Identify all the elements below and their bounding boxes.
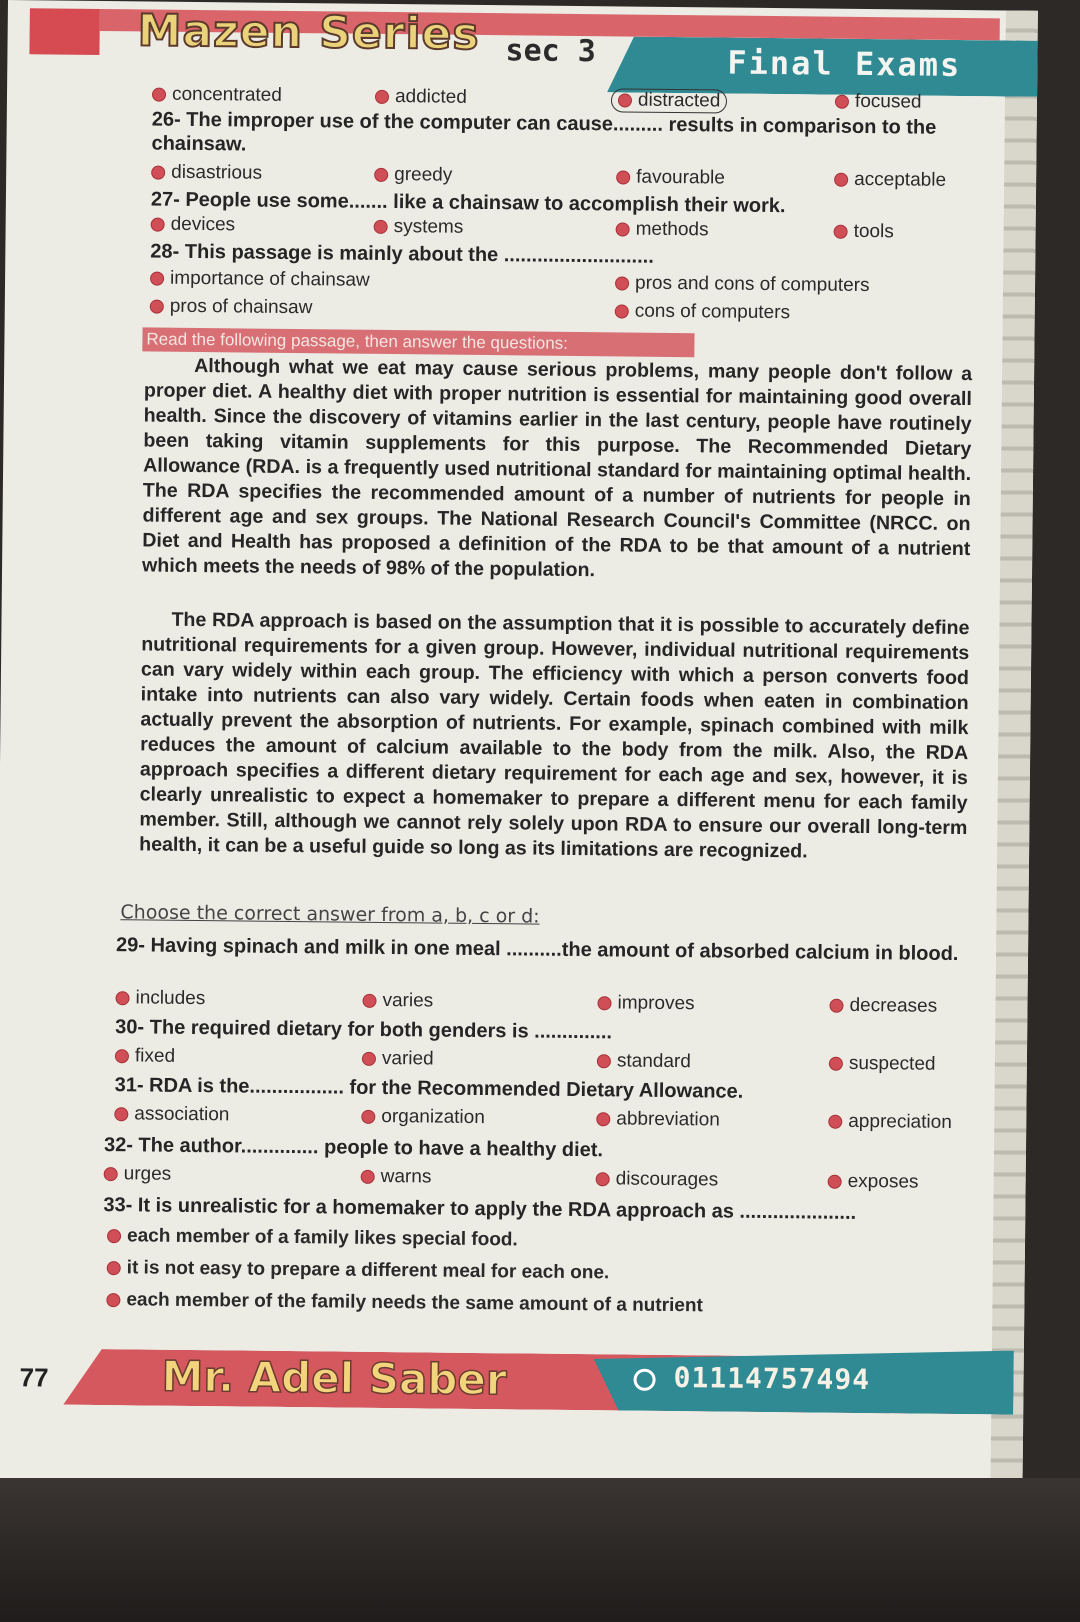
option-text: pros and cons of computers: [634, 272, 870, 297]
option-text: acceptable: [854, 168, 947, 191]
option-c[interactable]: [616, 166, 725, 189]
bullet-icon: [107, 1229, 121, 1243]
option-text: cons of computers: [634, 300, 791, 324]
option-a[interactable]: [151, 214, 236, 237]
phone-number: 01114757494: [673, 1361, 871, 1397]
question-31: 31- RDA is the................. for the Recommended Dietary Allowance.: [114, 1074, 744, 1103]
option-c[interactable]: [106, 1289, 703, 1317]
bullet-icon: [362, 994, 376, 1008]
option-b[interactable]: [362, 990, 433, 1013]
option-c[interactable]: [611, 88, 728, 113]
bullet-icon: [115, 991, 129, 1005]
option-text: importance of chainsaw: [169, 267, 370, 291]
option-a[interactable]: [150, 268, 370, 292]
option-a[interactable]: [152, 84, 282, 107]
bullet-icon: [375, 90, 389, 104]
bullet-icon: [615, 304, 629, 318]
bullet-icon: [106, 1293, 120, 1307]
bullet-icon: [597, 996, 611, 1010]
option-b[interactable]: [362, 1048, 434, 1071]
option-text: each member of a family likes special food.: [126, 1225, 518, 1251]
option-a[interactable]: [107, 1225, 518, 1251]
option-c[interactable]: [616, 218, 709, 241]
bullet-icon: [834, 225, 848, 239]
passage-paragraph-2: The RDA approach is based on the assumption that it is possible to accurately define nutritional requirements for a given group. However, individual nutritional requirements can vary widely within each group. The efficiency with which a person converts food intake into nutrients can also vary widely. Certain foods when eaten in combination actually prevent the absorption of nutrients. For example, spinach combined with milk reduces the amount of calcium available to the body from the milk. Also, the RDA approach specifies a different dietary requirement for each age and sex, however, it is clearly unrealistic to expect a homemaker to prepare a different menu for each family member. Still, although we cannot rely solely upon RDA to ensure our overall long-term health, it can be a useful guide so long as its limitations are recognized.: [139, 608, 970, 863]
question-29: 29- Having spinach and milk in one meal ..........the amount of absorbed calcium in blood.: [115, 934, 959, 966]
bullet-icon: [107, 1261, 121, 1275]
option-text: greedy: [394, 164, 453, 186]
q33-option-a-row: [0, 1224, 1025, 1259]
question-26: 26- The improper use of the computer can cause......... results in comparison to the chainsaw.: [151, 108, 937, 156]
bullet-icon: [362, 1052, 376, 1066]
option-b[interactable]: [107, 1257, 610, 1284]
option-text: suspected: [848, 1052, 936, 1075]
bullet-icon: [361, 1110, 375, 1124]
option-text: standard: [616, 1050, 691, 1073]
bullet-icon: [616, 170, 630, 184]
author-name: Mr. Adel Saber: [161, 1351, 507, 1405]
bullet-icon: [834, 173, 848, 187]
option-text: focused: [854, 90, 922, 113]
option-c[interactable]: [597, 1050, 691, 1073]
option-b[interactable]: [361, 1166, 432, 1189]
q33-option-c-row: [0, 1288, 1024, 1323]
bullet-icon: [361, 1170, 375, 1184]
question-27: 27- People use some....... like a chainsaw to accomplish their work.: [150, 188, 786, 218]
bullet-icon: [150, 272, 164, 286]
option-b[interactable]: [361, 1106, 485, 1129]
section-label: sec 3: [505, 33, 596, 70]
bullet-icon: [151, 218, 165, 232]
question-32: 32- The author.............. people to have a healthy diet.: [103, 1134, 604, 1162]
option-b[interactable]: [615, 272, 870, 297]
option-c[interactable]: [596, 1108, 720, 1131]
option-d[interactable]: [828, 1171, 919, 1194]
option-c[interactable]: [597, 992, 694, 1015]
whatsapp-icon: [633, 1369, 655, 1391]
bullet-icon: [151, 166, 165, 180]
option-d[interactable]: [829, 995, 937, 1018]
option-text: appreciation: [848, 1110, 952, 1133]
reading-instruction: Read the following passage, then answer the questions:: [142, 327, 694, 357]
bullet-icon: [374, 168, 388, 182]
bullet-icon: [829, 999, 843, 1013]
option-a[interactable]: [115, 1045, 175, 1068]
option-text: discourages: [615, 1168, 719, 1191]
q28-options-row2: [5, 294, 1035, 329]
option-d[interactable]: [834, 169, 946, 192]
option-text: it is not easy to prepare a different meal for each one.: [126, 1257, 610, 1284]
page-number: 77: [19, 1362, 49, 1393]
background-fabric: [0, 1478, 1080, 1622]
bullet-icon: [104, 1167, 118, 1181]
q32-options: [0, 1162, 1026, 1197]
option-a[interactable]: [104, 1163, 172, 1186]
option-text: varies: [382, 989, 434, 1012]
question-33: 33- It is unrealistic for a homemaker to apply the RDA approach as .....................: [103, 1194, 857, 1224]
option-c[interactable]: [596, 1168, 719, 1191]
option-text: systems: [393, 216, 464, 238]
option-a[interactable]: [114, 1103, 229, 1126]
option-d[interactable]: [835, 91, 922, 114]
bullet-icon: [828, 1175, 842, 1189]
option-text: exposes: [847, 1170, 919, 1193]
option-text: urges: [123, 1163, 172, 1185]
option-b[interactable]: [375, 86, 467, 109]
bullet-icon: [828, 1115, 842, 1129]
bullet-icon: [114, 1107, 128, 1121]
option-text: organization: [381, 1105, 485, 1129]
bullet-icon: [616, 222, 630, 236]
bullet-icon: [835, 95, 849, 109]
passage-paragraph-1: Although what we eat may cause serious problems, many people don't follow a proper diet. A healthy diet with proper nutrition is essential for maintaining good overall health. Since the discovery of vitamins earlier in the last century, people have routinely been taking vitamin supplements for this purpose. The Recommended Dietary Allowance (RDA. is a frequently used nutritional standard for maintaining optimal health. The RDA specifies the recommended amount of a number of nutrients for people in different age and sex groups. The National Research Council's Committee (NRCC. on Diet and Health has proposed a definition of the RDA to be that amount of a nutrient which meets the needs of 98% of the population.: [141, 354, 973, 582]
option-text: pros of chainsaw: [169, 295, 313, 319]
option-text: methods: [635, 218, 709, 241]
option-d[interactable]: [834, 221, 894, 244]
header-red-block: [29, 8, 99, 55]
option-text: abbreviation: [616, 1108, 720, 1131]
option-d[interactable]: [829, 1053, 936, 1076]
bullet-icon: [115, 1049, 129, 1063]
option-text: devices: [170, 213, 236, 236]
option-text: warns: [380, 1165, 432, 1188]
exams-label: Final Exams: [727, 43, 962, 84]
bullet-icon: [596, 1112, 610, 1126]
option-text: distracted: [637, 89, 721, 112]
option-b[interactable]: [374, 216, 464, 239]
option-text: includes: [135, 987, 206, 1010]
question-30: 30- The required dietary for both genders is ..............: [115, 1016, 613, 1044]
option-text: addicted: [394, 86, 467, 108]
option-text: improves: [617, 992, 695, 1015]
bullet-icon: [618, 93, 632, 107]
bullet-icon: [615, 276, 629, 290]
option-a[interactable]: [151, 162, 262, 185]
option-text: favourable: [636, 166, 726, 189]
question-28: 28- This passage is mainly about the ...........................: [150, 240, 654, 268]
bullet-icon: [829, 1057, 843, 1071]
choose-instruction: Choose the correct answer from a, b, c or d:: [120, 901, 540, 928]
option-b[interactable]: [374, 164, 452, 187]
page-footer: [0, 1340, 1024, 1431]
option-c[interactable]: [150, 296, 313, 320]
bullet-icon: [150, 300, 164, 314]
option-d[interactable]: [828, 1111, 952, 1134]
option-text: tools: [853, 220, 894, 243]
option-a[interactable]: [115, 987, 205, 1010]
q33-option-b-row: [0, 1256, 1025, 1291]
bullet-icon: [596, 1172, 610, 1186]
option-text: concentrated: [171, 83, 282, 106]
option-text: association: [134, 1103, 230, 1126]
bullet-icon: [374, 220, 388, 234]
bullet-icon: [597, 1054, 611, 1068]
option-text: varied: [381, 1047, 434, 1070]
option-text: fixed: [134, 1045, 176, 1067]
series-title: Mazen Series: [137, 5, 480, 60]
option-text: disastrious: [171, 161, 263, 184]
option-text: decreases: [849, 994, 938, 1017]
option-d[interactable]: [615, 300, 790, 324]
bullet-icon: [152, 88, 166, 102]
q31-options: [0, 1102, 1026, 1137]
option-text: each member of the family needs the same amount of a nutrient: [126, 1289, 703, 1317]
